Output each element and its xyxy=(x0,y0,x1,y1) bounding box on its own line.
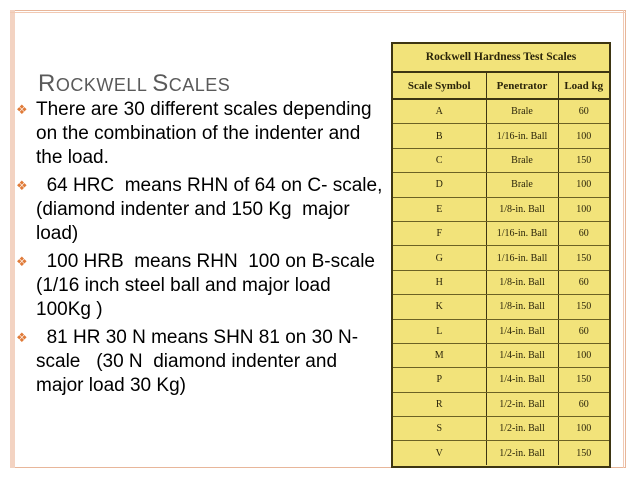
cell-penetrator: 1/4-in. Ball xyxy=(486,319,558,343)
cell-scale-symbol: V xyxy=(393,441,486,465)
rockwell-table xyxy=(391,42,611,468)
cell-penetrator: 1/2-in. Ball xyxy=(486,417,558,441)
bullet-text: There are 30 different scales depending on the combination of the indenter and the load. xyxy=(36,99,377,168)
table-row xyxy=(393,368,609,392)
cell-penetrator: 1/16-in. Ball xyxy=(486,221,558,245)
cell-load-kg: 100 xyxy=(558,417,609,441)
bullet-list xyxy=(16,98,386,402)
cell-penetrator: Brale xyxy=(486,99,558,124)
cell-scale-symbol: F xyxy=(393,221,486,245)
title-part: CALES xyxy=(168,75,231,95)
cell-scale-symbol: L xyxy=(393,319,486,343)
cell-load-kg: 60 xyxy=(558,221,609,245)
scales-table xyxy=(393,73,609,465)
bullet-item xyxy=(16,326,386,398)
cell-load-kg: 150 xyxy=(558,246,609,270)
bullet-item xyxy=(16,98,386,170)
cell-load-kg: 100 xyxy=(558,197,609,221)
cell-penetrator: Brale xyxy=(486,173,558,197)
title-part: OCKWELL xyxy=(55,75,153,95)
bullet-text: 100 HRB means RHN 100 on B-scale (1/16 inch steel ball and major load 100Kg ) xyxy=(36,251,381,320)
cell-scale-symbol: G xyxy=(393,246,486,270)
cell-load-kg: 150 xyxy=(558,368,609,392)
cell-scale-symbol: B xyxy=(393,124,486,148)
slide-title xyxy=(38,62,230,99)
cell-scale-symbol: S xyxy=(393,417,486,441)
bullet-item xyxy=(16,250,386,322)
table-body xyxy=(393,99,609,465)
cell-scale-symbol: E xyxy=(393,197,486,221)
frame-top-line xyxy=(10,12,626,13)
cell-penetrator: 1/4-in. Ball xyxy=(486,343,558,367)
cell-load-kg: 100 xyxy=(558,343,609,367)
table-row xyxy=(393,148,609,172)
header-penetrator: Penetrator xyxy=(486,73,558,99)
table-row xyxy=(393,197,609,221)
orange-bullet-icon: ❖ xyxy=(16,102,28,117)
cell-penetrator: 1/2-in. Ball xyxy=(486,441,558,465)
cell-scale-symbol: K xyxy=(393,295,486,319)
cell-penetrator: 1/16-in. Ball xyxy=(486,246,558,270)
bullet-text: 81 HR 30 N means SHN 81 on 30 N-scale (30 N diamond indenter and major load 30 Kg) xyxy=(36,327,359,396)
bullet-text: 64 HRC means RHN of 64 on C- scale, (diamond indenter and 150 Kg major load) xyxy=(36,175,388,244)
table-row xyxy=(393,392,609,416)
table-row xyxy=(393,173,609,197)
table-header-row xyxy=(393,73,609,99)
orange-bullet-icon: ❖ xyxy=(16,254,28,269)
title-part: S xyxy=(152,70,169,97)
cell-load-kg: 100 xyxy=(558,173,609,197)
table-row xyxy=(393,246,609,270)
table-row xyxy=(393,295,609,319)
header-load-kg: Load kg xyxy=(558,73,609,99)
cell-scale-symbol: D xyxy=(393,173,486,197)
cell-penetrator: 1/2-in. Ball xyxy=(486,392,558,416)
cell-load-kg: 150 xyxy=(558,295,609,319)
cell-load-kg: 60 xyxy=(558,99,609,124)
orange-bullet-icon: ❖ xyxy=(16,178,28,193)
cell-scale-symbol: H xyxy=(393,270,486,294)
cell-load-kg: 150 xyxy=(576,447,592,459)
table-row xyxy=(393,319,609,343)
table-row xyxy=(393,270,609,294)
cell-penetrator: Brale xyxy=(486,148,558,172)
cell-penetrator: 1/8-in. Ball xyxy=(486,295,558,319)
orange-bullet-icon: ❖ xyxy=(16,330,28,345)
table-row xyxy=(393,99,609,124)
table-row xyxy=(393,417,609,441)
frame-left-band xyxy=(10,10,15,468)
cell-scale-symbol: R xyxy=(393,392,486,416)
cell-scale-symbol: M xyxy=(393,343,486,367)
title-part: R xyxy=(38,70,56,97)
cell-load-kg: 100 xyxy=(558,124,609,148)
cell-penetrator: 1/8-in. Ball xyxy=(486,270,558,294)
cell-load-kg: 60 xyxy=(558,392,609,416)
cell-scale-symbol: P xyxy=(393,368,486,392)
cell-load-kg: 60 xyxy=(558,319,609,343)
cell-scale-symbol: C xyxy=(393,148,486,172)
header-scale-symbol: Scale Symbol xyxy=(393,73,486,99)
table-row xyxy=(393,441,609,465)
cell-penetrator: 1/4-in. Ball xyxy=(486,368,558,392)
bullet-item xyxy=(16,174,386,246)
frame-right-line xyxy=(623,10,624,468)
cell-penetrator: 1/16-in. Ball xyxy=(486,124,558,148)
cell-penetrator: 1/8-in. Ball xyxy=(486,197,558,221)
table-row xyxy=(393,221,609,245)
table-row xyxy=(393,343,609,367)
table-title: Rockwell Hardness Test Scales xyxy=(393,44,609,73)
table-row xyxy=(393,124,609,148)
cell-scale-symbol: A xyxy=(393,99,486,124)
cell-load-kg: 150 xyxy=(558,148,609,172)
cell-load-kg: 60 xyxy=(558,270,609,294)
